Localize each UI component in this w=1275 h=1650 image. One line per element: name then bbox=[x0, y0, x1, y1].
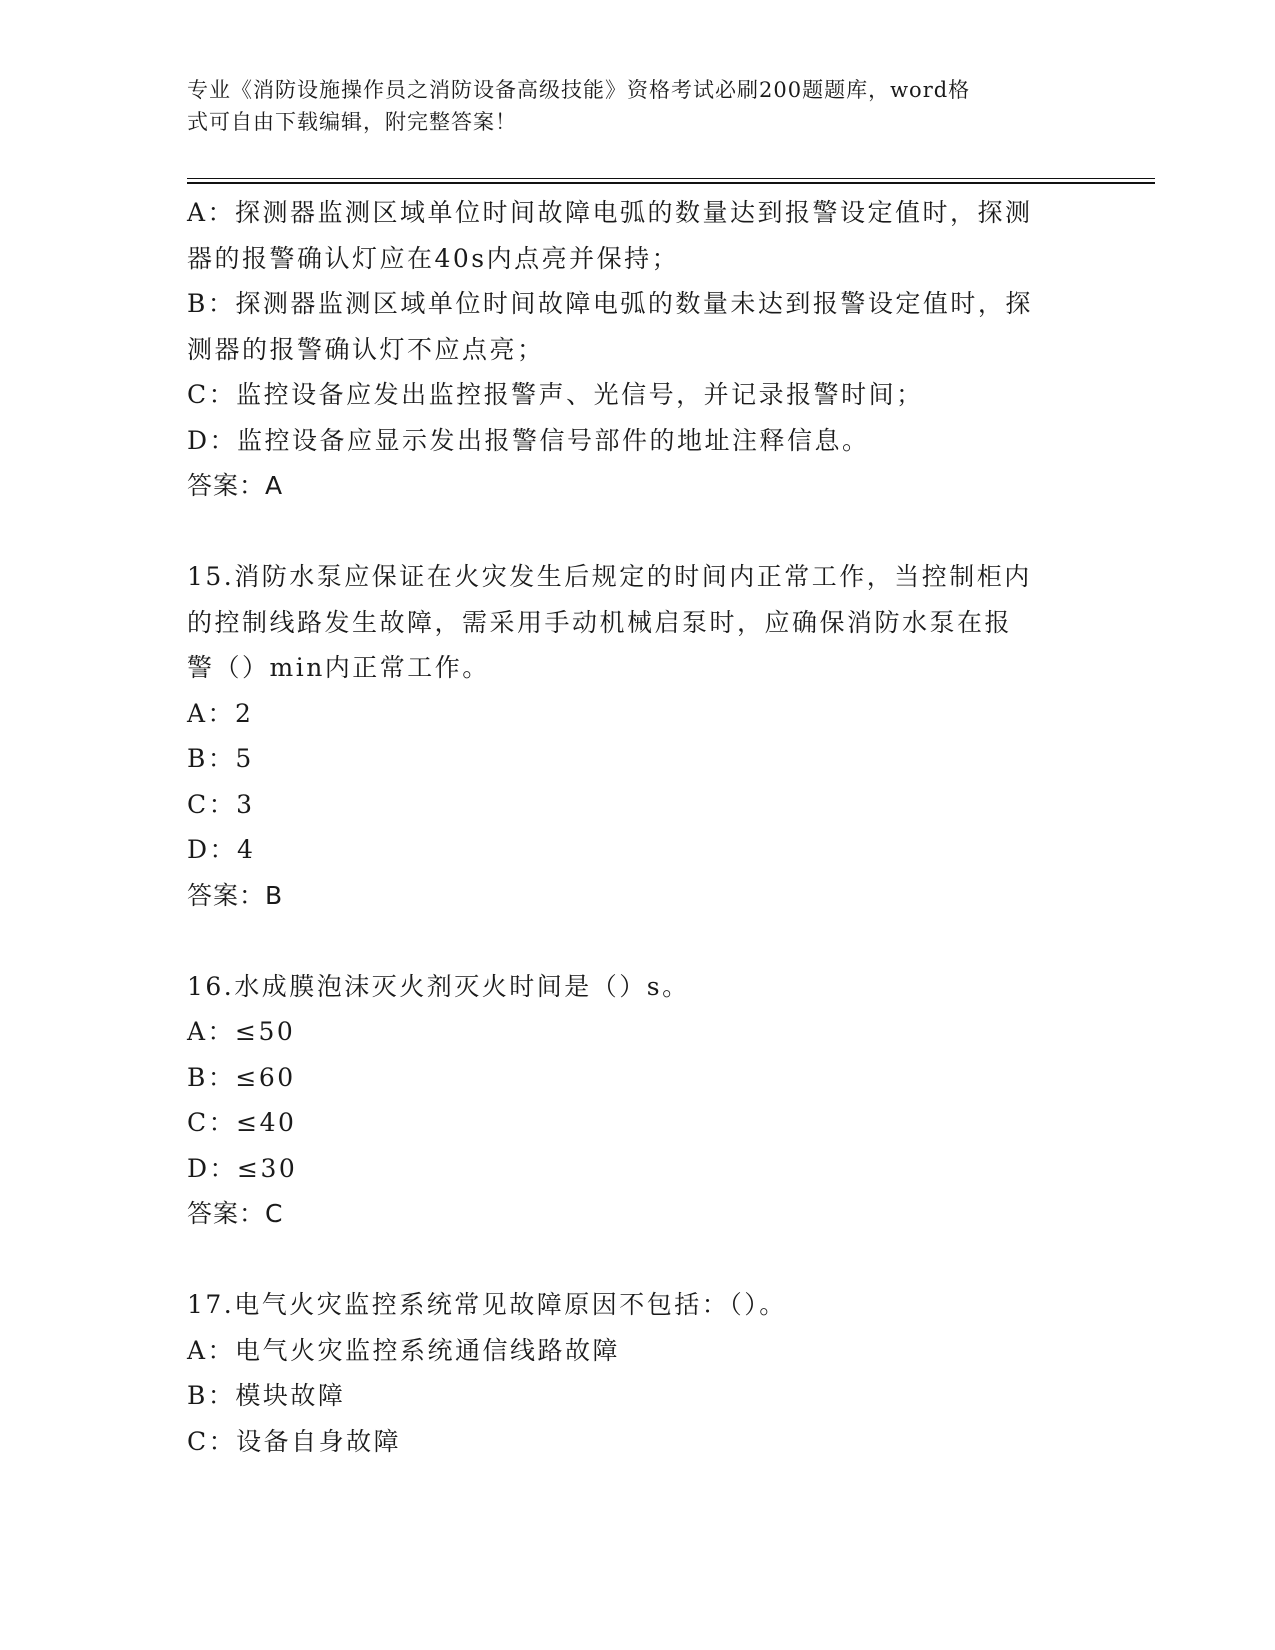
question-list bbox=[187, 190, 1082, 1464]
option-b-line-1: B：探测器监测区域单位时间故障电弧的数量未达到报警设定值时，探 bbox=[187, 289, 1033, 318]
option-a: A：2 bbox=[187, 698, 254, 728]
question-stem: 16.水成膜泡沫灭火剂灭火时间是（）s。 bbox=[187, 971, 690, 1001]
header-line-1: 专业《消防设施操作员之消防设备高级技能》资格考试必刷200题题库，word格 bbox=[187, 78, 971, 102]
option-c: C：设备自身故障 bbox=[187, 1426, 402, 1456]
option-d: D：4 bbox=[187, 835, 256, 864]
spacer bbox=[187, 1237, 1082, 1283]
option-b: B：模块故障 bbox=[187, 1381, 346, 1410]
option-d: D：监控设备应显示发出报警信号部件的地址注释信息。 bbox=[187, 425, 870, 455]
option-b: B：≤60 bbox=[187, 1062, 296, 1092]
question-stem-line-1: 15.消防水泵应保证在火灾发生后规定的时间内正常工作，当控制柜内 bbox=[187, 562, 1032, 591]
option-a: A：电气火灾监控系统通信线路故障 bbox=[187, 1335, 621, 1365]
answer-label: 答案：C bbox=[187, 1199, 284, 1228]
header-divider-thin bbox=[187, 178, 1155, 179]
option-a-line-2: 器的报警确认灯应在40s内点亮并保持； bbox=[187, 243, 680, 273]
option-a-line-1: A：探测器监测区域单位时间故障电弧的数量达到报警设定值时，探测 bbox=[187, 198, 1033, 227]
header-divider-thick bbox=[187, 182, 1155, 184]
question-stem-line-2: 的控制线路发生故障，需采用手动机械启泵时，应确保消防水泵在报 bbox=[187, 607, 1013, 637]
question-16-block bbox=[187, 964, 1082, 1237]
option-d: D：≤30 bbox=[187, 1153, 298, 1183]
question-15-block bbox=[187, 554, 1082, 918]
option-a: A：≤50 bbox=[187, 1017, 296, 1046]
option-c: C：监控设备应发出监控报警声、光信号，并记录报警时间； bbox=[187, 380, 924, 409]
spacer bbox=[187, 509, 1082, 555]
header-line-2: 式可自由下载编辑，附完整答案！ bbox=[187, 110, 517, 134]
option-b-line-2: 测器的报警确认灯不应点亮； bbox=[187, 334, 545, 364]
option-c: C：3 bbox=[187, 789, 255, 819]
spacer bbox=[187, 918, 1082, 964]
answer-label: 答案：A bbox=[187, 471, 284, 500]
question-stem: 17.电气火灾监控系统常见故障原因不包括：（）。 bbox=[187, 1290, 787, 1319]
answer-label: 答案：B bbox=[187, 880, 284, 910]
option-c: C：≤40 bbox=[187, 1108, 297, 1137]
document-header bbox=[187, 74, 1067, 138]
option-b: B：5 bbox=[187, 744, 254, 773]
question-17-block bbox=[187, 1282, 1082, 1464]
question-stem-line-3: 警（）min内正常工作。 bbox=[187, 653, 490, 682]
question-14-block bbox=[187, 190, 1082, 509]
